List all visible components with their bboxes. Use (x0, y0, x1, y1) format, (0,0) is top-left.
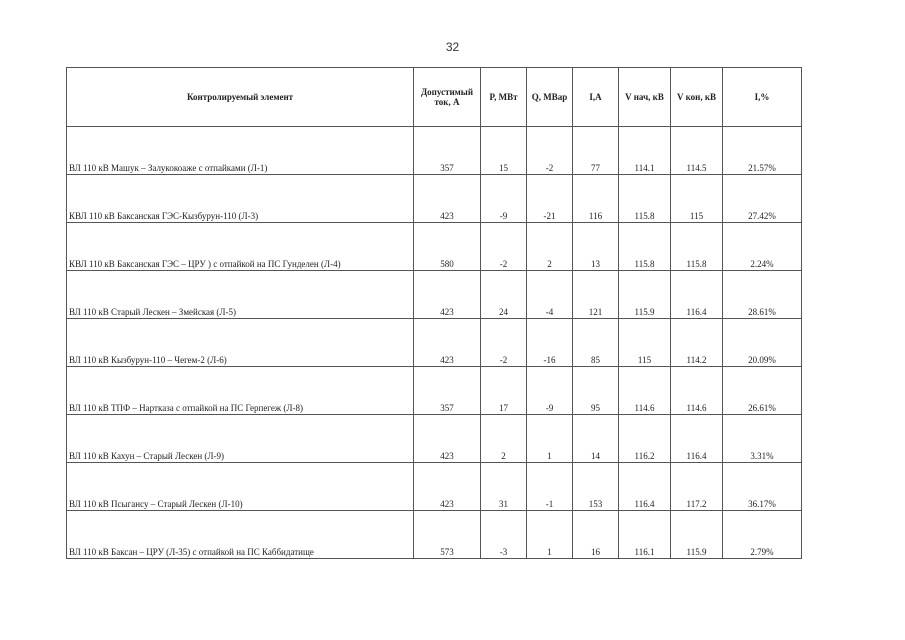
cell-current-percent: 3.31% (723, 415, 802, 463)
cell-allowed-current: 573 (414, 511, 481, 559)
cell-reactive-power: -16 (527, 319, 573, 367)
cell-element-name: ВЛ 110 кВ ТПФ – Нартказа с отпайкой на ПС Герпегеж (Л-8) (67, 367, 414, 415)
cell-allowed-current: 423 (414, 175, 481, 223)
table-row (67, 511, 802, 559)
cell-active-power: 2 (481, 415, 527, 463)
header-current-percent: I,% (723, 68, 802, 127)
table-row (67, 223, 802, 271)
cell-current-percent: 36.17% (723, 463, 802, 511)
cell-active-power: 15 (481, 127, 527, 175)
cell-reactive-power: 2 (527, 223, 573, 271)
cell-reactive-power: -2 (527, 127, 573, 175)
table-row (67, 271, 802, 319)
cell-reactive-power: -21 (527, 175, 573, 223)
cell-active-power: -2 (481, 223, 527, 271)
cell-voltage-start: 116.4 (619, 463, 671, 511)
cell-active-power: 17 (481, 367, 527, 415)
cell-reactive-power: -4 (527, 271, 573, 319)
header-active-power: P, МВт (481, 68, 527, 127)
cell-active-power: -9 (481, 175, 527, 223)
cell-voltage-start: 115.9 (619, 271, 671, 319)
cell-current-percent: 21.57% (723, 127, 802, 175)
cell-voltage-end: 114.5 (671, 127, 723, 175)
header-voltage-start: V нач, кВ (619, 68, 671, 127)
cell-voltage-end: 117.2 (671, 463, 723, 511)
table-body (67, 127, 802, 559)
cell-element-name: ВЛ 110 кВ Баксан – ЦРУ (Л-35) с отпайкой на ПС Каббидатище (67, 511, 414, 559)
cell-voltage-end: 115.9 (671, 511, 723, 559)
header-voltage-end: V кон, кВ (671, 68, 723, 127)
table-header-row (67, 68, 802, 127)
cell-allowed-current: 423 (414, 319, 481, 367)
cell-voltage-start: 114.6 (619, 367, 671, 415)
cell-current: 153 (573, 463, 619, 511)
cell-current-percent: 20.09% (723, 319, 802, 367)
cell-reactive-power: 1 (527, 415, 573, 463)
cell-current-percent: 27.42% (723, 175, 802, 223)
cell-allowed-current: 423 (414, 271, 481, 319)
cell-current-percent: 26.61% (723, 367, 802, 415)
table-row (67, 463, 802, 511)
header-reactive-power: Q, МВар (527, 68, 573, 127)
cell-voltage-start: 115.8 (619, 175, 671, 223)
cell-current-percent: 2.79% (723, 511, 802, 559)
cell-allowed-current: 580 (414, 223, 481, 271)
cell-current: 85 (573, 319, 619, 367)
cell-allowed-current: 357 (414, 367, 481, 415)
cell-active-power: -3 (481, 511, 527, 559)
cell-reactive-power: 1 (527, 511, 573, 559)
table-row (67, 127, 802, 175)
header-allowed-current: Допустимый ток, А (414, 68, 481, 127)
cell-current: 13 (573, 223, 619, 271)
table-row (67, 319, 802, 367)
cell-element-name: ВЛ 110 кВ Старый Лескен – Змейская (Л-5) (67, 271, 414, 319)
cell-current: 121 (573, 271, 619, 319)
cell-voltage-end: 115 (671, 175, 723, 223)
cell-voltage-start: 115 (619, 319, 671, 367)
cell-active-power: -2 (481, 319, 527, 367)
table-row (67, 175, 802, 223)
monitored-elements-table (66, 67, 802, 559)
cell-reactive-power: -1 (527, 463, 573, 511)
cell-voltage-end: 114.6 (671, 367, 723, 415)
cell-voltage-start: 116.1 (619, 511, 671, 559)
cell-allowed-current: 423 (414, 463, 481, 511)
cell-current: 95 (573, 367, 619, 415)
cell-voltage-end: 116.4 (671, 271, 723, 319)
cell-current-percent: 28.61% (723, 271, 802, 319)
cell-element-name: ВЛ 110 кВ Кызбурун-110 – Чегем-2 (Л-6) (67, 319, 414, 367)
cell-element-name: ВЛ 110 кВ Кахун – Старый Лескен (Л-9) (67, 415, 414, 463)
cell-voltage-end: 115.8 (671, 223, 723, 271)
page-number: 32 (445, 40, 460, 54)
cell-current: 116 (573, 175, 619, 223)
cell-current-percent: 2.24% (723, 223, 802, 271)
cell-active-power: 24 (481, 271, 527, 319)
cell-voltage-end: 114.2 (671, 319, 723, 367)
cell-voltage-start: 115.8 (619, 223, 671, 271)
cell-current: 14 (573, 415, 619, 463)
header-current: I,A (573, 68, 619, 127)
table-row (67, 367, 802, 415)
table-row (67, 415, 802, 463)
cell-reactive-power: -9 (527, 367, 573, 415)
cell-voltage-start: 114.1 (619, 127, 671, 175)
cell-element-name: ВЛ 110 кВ Псыгансу – Старый Лескен (Л-10) (67, 463, 414, 511)
cell-current: 77 (573, 127, 619, 175)
cell-element-name: КВЛ 110 кВ Баксанская ГЭС – ЦРУ ) с отпайкой на ПС Гунделен (Л-4) (67, 223, 414, 271)
cell-voltage-start: 116.2 (619, 415, 671, 463)
cell-element-name: ВЛ 110 кВ Машук – Залукокоаже с отпайками (Л-1) (67, 127, 414, 175)
cell-voltage-end: 116.4 (671, 415, 723, 463)
cell-current: 16 (573, 511, 619, 559)
cell-element-name: КВЛ 110 кВ Баксанская ГЭС-Кызбурун-110 (Л-3) (67, 175, 414, 223)
cell-active-power: 31 (481, 463, 527, 511)
cell-allowed-current: 423 (414, 415, 481, 463)
header-controlled-element: Контролируемый элемент (67, 68, 414, 127)
cell-allowed-current: 357 (414, 127, 481, 175)
